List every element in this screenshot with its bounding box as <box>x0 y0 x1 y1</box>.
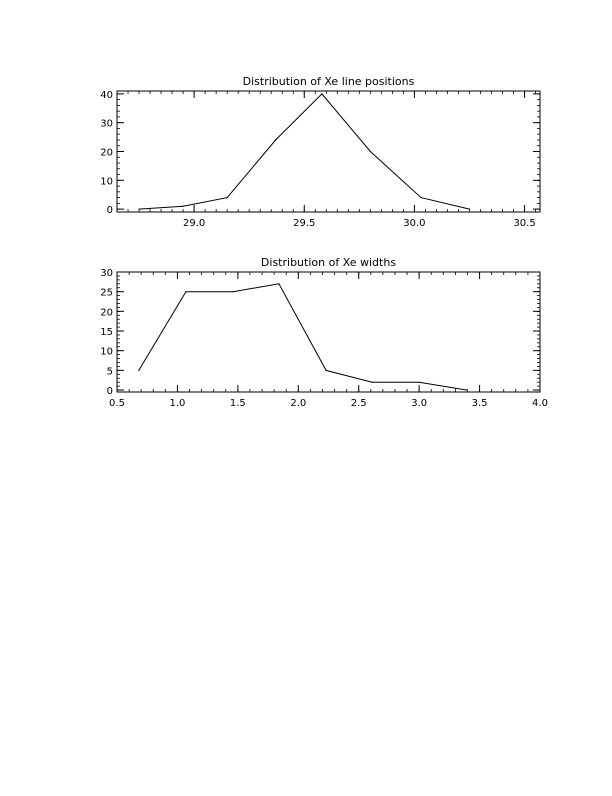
c0-data-point <box>370 151 371 152</box>
c1-title: Distribution of Xe widths <box>260 256 397 269</box>
c1-y-tick-label: 10 <box>100 346 113 358</box>
c0-y-tick-label: 10 <box>100 176 113 188</box>
c0-data-point <box>321 93 322 94</box>
chart-xe-line-positions <box>100 75 540 229</box>
c1-plot-frame <box>117 272 540 392</box>
c0-y-tick-label: 40 <box>100 89 113 101</box>
c1-y-tick-label: 15 <box>100 327 113 339</box>
c0-plot-frame <box>117 91 540 212</box>
c1-series-line-0 <box>139 284 467 390</box>
c0-data-point <box>138 209 139 210</box>
c1-data-point <box>278 283 279 284</box>
c0-x-tick-label: 29.0 <box>182 218 206 229</box>
c0-y-tick-label: 20 <box>100 147 113 159</box>
c0-x-tick-label: 30.5 <box>513 218 536 229</box>
c1-x-tick-label: 3.0 <box>411 398 428 409</box>
c1-y-tick-label: 0 <box>106 386 113 398</box>
c1-data-point <box>232 291 233 292</box>
c0-data-point <box>469 209 470 210</box>
c1-y-tick-label: 20 <box>100 307 113 319</box>
c0-title: Distribution of Xe line positions <box>242 75 415 88</box>
c1-y-tick-label: 30 <box>100 268 113 279</box>
c1-x-tick-label: 3.5 <box>471 398 488 409</box>
c0-x-tick-label: 30.0 <box>403 218 426 229</box>
c0-y-tick-label: 30 <box>100 118 113 130</box>
c0-data-point <box>420 197 421 198</box>
c1-data-point <box>138 370 139 371</box>
c1-x-tick-label: 4.0 <box>532 398 548 409</box>
c1-data-point <box>325 370 326 371</box>
c1-y-tick-label: 25 <box>100 287 113 299</box>
c1-x-tick-label: 1.5 <box>229 398 246 409</box>
c0-data-point <box>275 139 276 140</box>
c0-x-tick-label: 29.5 <box>293 218 316 229</box>
c0-data-point <box>182 206 183 207</box>
c1-data-point <box>466 389 467 390</box>
c1-y-tick-label: 5 <box>106 366 113 378</box>
c0-data-point <box>227 197 228 198</box>
chart-xe-widths <box>100 256 548 409</box>
c1-x-tick-label: 2.5 <box>350 398 367 409</box>
c0-series-line-0 <box>139 94 470 209</box>
c0-y-tick-label: 0 <box>106 205 113 217</box>
c1-data-point <box>419 382 420 383</box>
c1-data-point <box>371 382 372 383</box>
c1-x-tick-label: 1.0 <box>169 398 186 409</box>
c1-data-point <box>185 291 186 292</box>
c1-x-tick-label: 2.0 <box>290 398 307 409</box>
c1-x-tick-label: 0.5 <box>109 398 125 409</box>
